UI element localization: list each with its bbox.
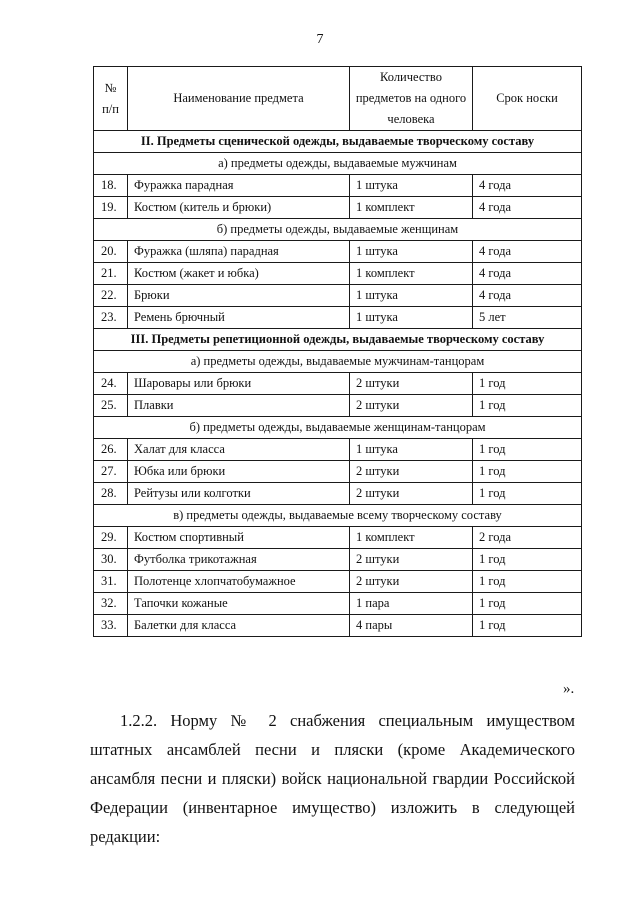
table-row [94,461,582,483]
group-title: б) предметы одежды, выдаваемые женщинам [94,219,582,241]
table-row [94,263,582,285]
cell-term: 1 год [473,593,582,615]
table-row [94,483,582,505]
cell-num: 28. [94,483,128,505]
cell-name: Костюм (китель и брюки) [128,197,350,219]
cell-quantity: 1 штука [350,175,473,197]
cell-quantity: 1 штука [350,307,473,329]
table-row [94,241,582,263]
table-row [94,175,582,197]
cell-term: 4 года [473,263,582,285]
closing-quote: ». [563,681,575,697]
cell-num: 24. [94,373,128,395]
cell-quantity: 1 комплект [350,197,473,219]
paragraph-text: 1.2.2. Норму № 2 снабжения специальным имуществом штатных ансамблей песни и пляски (кроме Академического ансамбля песни и пляски) войск национальной гвардии Российской Федерации (инвентарное имущество) изложить в следующей редакции: [90,711,575,846]
cell-quantity: 4 пары [350,615,473,637]
cell-quantity: 1 штука [350,439,473,461]
cell-num: 19. [94,197,128,219]
table-row [94,615,582,637]
table-row [94,197,582,219]
group-title: б) предметы одежды, выдаваемые женщинам-танцорам [94,417,582,439]
cell-name: Фуражка (шляпа) парадная [128,241,350,263]
cell-term: 1 год [473,461,582,483]
cell-name: Брюки [128,285,350,307]
cell-num: 31. [94,571,128,593]
table-header-row [94,67,582,131]
cell-term: 1 год [473,439,582,461]
cell-num: 22. [94,285,128,307]
cell-term: 1 год [473,483,582,505]
cell-num: 27. [94,461,128,483]
cell-name: Костюм (жакет и юбка) [128,263,350,285]
cell-name: Костюм спортивный [128,527,350,549]
cell-term: 1 год [473,373,582,395]
cell-name: Ремень брючный [128,307,350,329]
section-row [94,329,582,351]
cell-num: 32. [94,593,128,615]
cell-name: Рейтузы или колготки [128,483,350,505]
cell-term: 4 года [473,285,582,307]
cell-name: Футболка трикотажная [128,549,350,571]
table-row [94,395,582,417]
table-row [94,285,582,307]
section-row [94,131,582,153]
cell-name: Шаровары или брюки [128,373,350,395]
cell-num: 25. [94,395,128,417]
header-quantity: Количество предметов на одного человека [350,67,473,131]
cell-quantity: 1 комплект [350,527,473,549]
cell-num: 29. [94,527,128,549]
group-title: а) предметы одежды, выдаваемые мужчинам-танцорам [94,351,582,373]
header-name: Наименование предмета [128,67,350,131]
cell-num: 33. [94,615,128,637]
cell-name: Плавки [128,395,350,417]
cell-name: Полотенце хлопчатобумажное [128,571,350,593]
cell-term: 2 года [473,527,582,549]
cell-quantity: 2 штуки [350,395,473,417]
table-row [94,549,582,571]
cell-num: 23. [94,307,128,329]
cell-quantity: 1 штука [350,285,473,307]
cell-term: 1 год [473,571,582,593]
cell-num: 21. [94,263,128,285]
cell-term: 1 год [473,549,582,571]
cell-term: 1 год [473,395,582,417]
group-row [94,417,582,439]
header-term: Срок носки [473,67,582,131]
group-row [94,219,582,241]
table-row [94,373,582,395]
header-num: № п/п [94,67,128,131]
cell-term: 5 лет [473,307,582,329]
cell-term: 4 года [473,175,582,197]
cell-num: 30. [94,549,128,571]
table-row [94,593,582,615]
cell-name: Фуражка парадная [128,175,350,197]
cell-num: 26. [94,439,128,461]
group-title: а) предметы одежды, выдаваемые мужчинам [94,153,582,175]
cell-num: 20. [94,241,128,263]
table-row [94,439,582,461]
table-row [94,307,582,329]
group-row [94,505,582,527]
cell-quantity: 2 штуки [350,549,473,571]
table-row [94,527,582,549]
group-row [94,351,582,373]
cell-quantity: 2 штуки [350,461,473,483]
cell-name: Юбка или брюки [128,461,350,483]
cell-name: Тапочки кожаные [128,593,350,615]
cell-quantity: 2 штуки [350,571,473,593]
cell-quantity: 2 штуки [350,483,473,505]
section-title: II. Предметы сценической одежды, выдаваемые творческому составу [94,131,582,153]
cell-num: 18. [94,175,128,197]
cell-quantity: 1 пара [350,593,473,615]
section-title: III. Предметы репетиционной одежды, выдаваемые творческому составу [94,329,582,351]
cell-term: 4 года [473,241,582,263]
table-body [94,67,582,637]
cell-quantity: 2 штуки [350,373,473,395]
cell-quantity: 1 комплект [350,263,473,285]
cell-term: 1 год [473,615,582,637]
table-row [94,571,582,593]
cell-name: Балетки для класса [128,615,350,637]
cell-quantity: 1 штука [350,241,473,263]
items-table [93,66,582,637]
group-row [94,153,582,175]
cell-name: Халат для класса [128,439,350,461]
page-number: 7 [316,32,324,47]
cell-term: 4 года [473,197,582,219]
group-title: в) предметы одежды, выдаваемые всему творческому составу [94,505,582,527]
